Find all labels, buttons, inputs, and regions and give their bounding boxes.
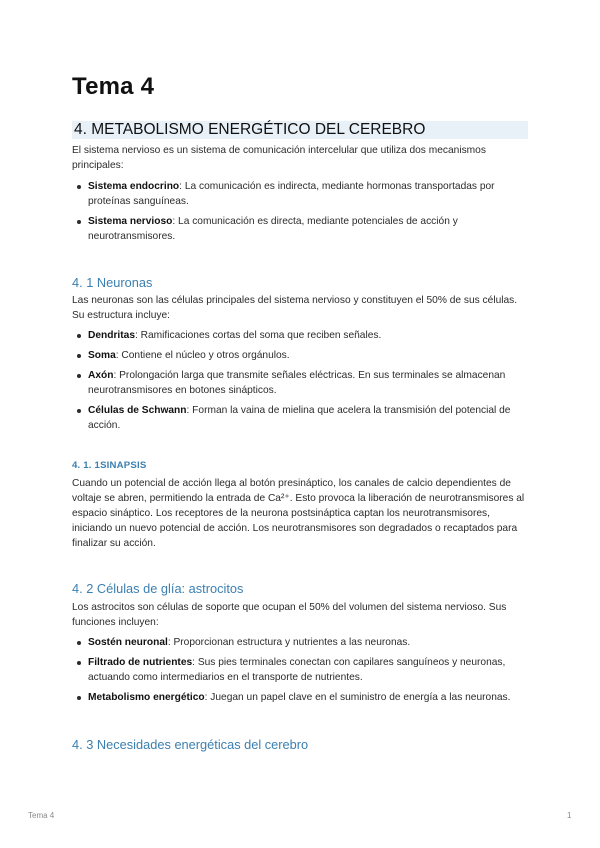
neuronas-intro: Las neuronas son las células principales del sistema nervioso y constituyen el 50% de sus células. Su estructura incluye: (72, 295, 518, 321)
list-item (72, 403, 528, 433)
neuronas-heading: 4. 1 Neuronas (72, 275, 153, 290)
list-item (72, 655, 528, 685)
list-item-text: : Juegan un papel clave en el suministro de energía a las neuronas. (204, 692, 511, 703)
list-item-term: Células de Schwann (88, 405, 187, 416)
sinapsis-heading: 4. 1. 1SINAPSIS (72, 460, 147, 471)
glia-list (72, 635, 528, 705)
list-item-text: : La comunicación es directa, mediante potenciales de acción y neurotransmisores. (88, 216, 458, 242)
list-item-term: Dendritas (88, 330, 135, 341)
document-title: Tema 4 (72, 73, 155, 100)
list-item (72, 328, 528, 343)
list-item (72, 690, 528, 705)
footer-title: Tema 4 (28, 811, 55, 820)
sinapsis-text: Cuando un potencial de acción llega al botón presináptico, los canales de calcio dependientes de voltaje se abren, permitiendo la entrada de Ca²⁺. Esto provoca la liberación de neurotransmisores al espacio sináptico. Los receptores de la neurona postsináptica captan los neurotransmisores, iniciando un nuevo potencial de acción. Los neurotransmisores son degradados o recaptados para finalizar su acción. (72, 478, 525, 549)
list-item-term: Filtrado de nutrientes (88, 657, 193, 668)
list-item (72, 179, 528, 209)
list-item-term: Sostén neuronal (88, 637, 168, 648)
list-item-term: Metabolismo energético (88, 692, 205, 703)
list-item-text: : La comunicación es indirecta, mediante hormonas transportadas por proteínas sanguíneas. (88, 181, 495, 207)
list-item (72, 214, 528, 244)
list-item-text: : Ramificaciones cortas del soma que reciben señales. (135, 330, 382, 341)
list-item-text: : Sus pies terminales conectan con capilares sanguíneos y neuronas, actuando como intermediarios en el transporte de nutrientes. (88, 657, 506, 683)
list-item (72, 635, 528, 650)
glia-intro: Los astrocitos son células de soporte que ocupan el 50% del volumen del sistema nervioso. Sus funciones incluyen: (72, 602, 507, 628)
glia-block (72, 600, 528, 710)
list-item-text: : Prolongación larga que transmite señales eléctricas. En sus terminales se almacenan neurotransmisores en botones sinápticos. (88, 370, 506, 396)
list-item-text: : Contiene el núcleo y otros orgánulos. (115, 350, 290, 361)
sinapsis-block (72, 476, 528, 551)
list-item-term: Soma (88, 350, 116, 361)
list-item-term: Sistema nervioso (88, 216, 173, 227)
necesidades-heading: 4. 3 Necesidades energéticas del cerebro (72, 737, 309, 752)
list-item-text: : Proporcionan estructura y nutrientes a las neuronas. (167, 637, 411, 648)
section-intro-block (72, 143, 528, 249)
page-number: 1 (567, 811, 572, 820)
list-item (72, 348, 528, 363)
glia-heading: 4. 2 Células de glía: astrocitos (72, 581, 244, 596)
neuronas-block (72, 293, 528, 438)
neuronas-list (72, 328, 528, 433)
list-item-text: : Forman la vaina de mielina que acelera la transmisión del potencial de acción. (88, 405, 511, 431)
list-item-term: Sistema endocrino (88, 181, 180, 192)
section-intro: El sistema nervioso es un sistema de comunicación intercelular que utiliza dos mecanismos principales: (72, 145, 486, 171)
section-heading: 4. METABOLISMO ENERGÉTICO DEL CEREBRO (72, 121, 528, 139)
list-item (72, 368, 528, 398)
mechanisms-list (72, 179, 528, 244)
list-item-term: Axón (88, 370, 114, 381)
